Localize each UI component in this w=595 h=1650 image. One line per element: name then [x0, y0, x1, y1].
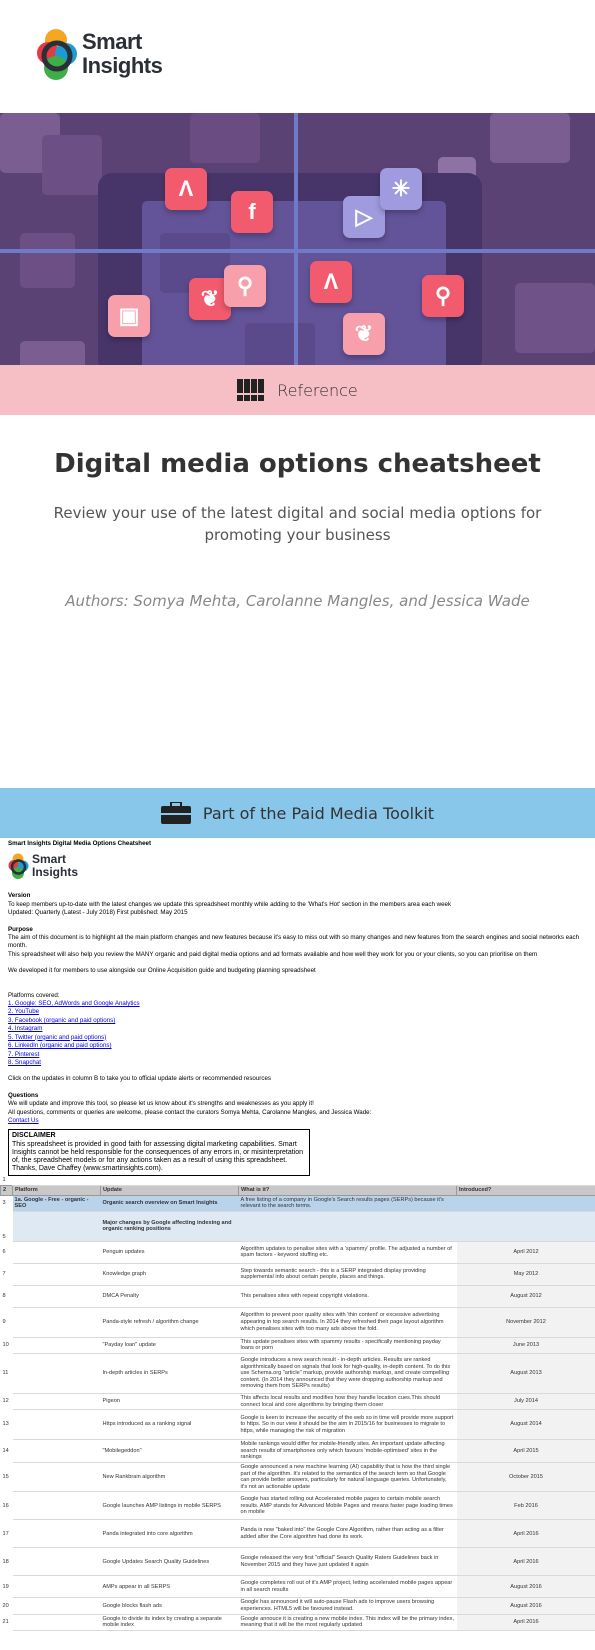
- platform-link-google[interactable]: 1. Google: SEO, AdWords and Google Analytics: [8, 1000, 140, 1008]
- display-ad-icon: ▣: [108, 295, 150, 337]
- row-number: 2: [1, 1185, 13, 1195]
- introduced-cell: August 2014: [457, 1410, 595, 1440]
- introduced-cell: August 2012: [457, 1285, 595, 1307]
- twitter-icon: ❦: [189, 278, 231, 320]
- what-cell: Google released the very first "official" Search Quality Raters Guidelines back in November 2015 and they have just updated it again: [239, 1548, 457, 1576]
- spreadsheet-intro: [8, 840, 588, 1176]
- purpose-label: Purpose: [8, 925, 33, 933]
- briefcase-icon: [161, 802, 191, 824]
- row-number: 8: [1, 1285, 13, 1307]
- questions-text-1: We will update and improve this tool, so please let us know about it's strengths and weaknesses as you apply it!: [8, 1100, 314, 1108]
- purpose-text-1: The aim of this document is to highlight all the main platform changes and new features because it's easy to miss out with so many changes and new features from the search engines and social networks each month.: [8, 934, 580, 950]
- platform-cell: [13, 1440, 101, 1463]
- toolkit-label: Part of the Paid Media Toolkit: [202, 803, 435, 823]
- table-row: [1, 1337, 595, 1353]
- platform-cell: [13, 1410, 101, 1440]
- logo-line1: Smart: [82, 29, 142, 54]
- what-cell: Algorithm updates to penalise sites with a 'spammy' profile. The adjusted a number of spam factors - keyword stuffing etc.: [239, 1241, 457, 1263]
- subsection-row: [1, 1211, 595, 1241]
- update-cell[interactable]: Pigeon: [101, 1393, 239, 1409]
- what-cell: Google introduces a new search result - in-depth articles. Results are ranked algorithmically based on signals that look for high-quality, in-depth content. To do this use Schema.org "article" markup, provide authorship markup, and create compelling content. (In 2014 they announced that they were dropping authorship markup and removing them from SERPs results): [239, 1353, 457, 1393]
- table-row: [1, 1462, 595, 1491]
- introduced-cell: August 2016: [457, 1598, 595, 1614]
- authors: Authors: Somya Mehta, Carolanne Mangles, and Jessica Wade: [65, 592, 530, 610]
- platform-cell: [13, 1307, 101, 1337]
- what-cell: Step towards semantic search - this is a SERP integrated display providing supplemental info about certain people, places and things.: [239, 1263, 457, 1285]
- platform-cell: [13, 1393, 101, 1409]
- row-number: 19: [1, 1576, 13, 1598]
- what-cell: This penalises sites with repeat copyright violations.: [239, 1285, 457, 1307]
- table-row: [1, 1241, 595, 1263]
- introduced-cell: April 2016: [457, 1614, 595, 1630]
- platform-cell: [13, 1520, 101, 1548]
- update-cell[interactable]: Panda-style refresh / algorithm change: [101, 1307, 239, 1337]
- version-text: To keep members up-to-date with the latest changes we update this spreadsheet monthly while adding to the 'What's Hot' section in the members area each week: [8, 900, 452, 908]
- row-number: 21: [1, 1614, 13, 1630]
- platform-cell: [13, 1614, 101, 1630]
- header-row: [1, 1185, 595, 1195]
- adwords-icon: Λ: [165, 168, 207, 210]
- update-cell[interactable]: DMCA Penalty: [101, 1285, 239, 1307]
- page-title: Digital media options cheatsheet: [54, 449, 541, 479]
- toolkit-band[interactable]: [0, 788, 595, 838]
- table-row: [1, 1285, 595, 1307]
- introduced-cell: Feb 2016: [457, 1492, 595, 1520]
- update-cell[interactable]: "Mobilegeddon": [101, 1440, 239, 1463]
- platform-cell: [13, 1353, 101, 1393]
- introduced-cell: May 2012: [457, 1263, 595, 1285]
- megaphone-icon: ▷: [343, 196, 385, 238]
- table-row: [1, 1598, 595, 1614]
- table-row: [1, 1440, 595, 1463]
- purpose-text-3: We developed it for members to use alongside our Online Acquisition guide and budgeting planning spreadsheet: [8, 967, 316, 975]
- hero-illustration: [0, 113, 595, 365]
- table-row: [1, 1614, 595, 1630]
- spreadsheet-grid: [0, 1176, 595, 1631]
- update-cell[interactable]: Knowledge graph: [101, 1263, 239, 1285]
- what-cell: Panda is now "baked into" the Google Core Algorithm, rather than acting as a filter added after the Core algorithm had done its work.: [239, 1520, 457, 1548]
- platform-link-facebook[interactable]: 3. Facebook (organic and paid options): [8, 1016, 116, 1024]
- col-header-introduced[interactable]: Introduced?: [457, 1185, 595, 1195]
- table-row: [1, 1393, 595, 1409]
- what-cell: Google has started rolling out Accelerated mobile pages to certain mobile search results. AMP stands for Advanced Mobile Pages and means faster page loading times on mobile: [239, 1492, 457, 1520]
- introduced-cell: April 2015: [457, 1440, 595, 1463]
- facebook-icon: f: [231, 191, 273, 233]
- col-header-update[interactable]: Update: [101, 1185, 239, 1195]
- introduced-cell: October 2015: [457, 1462, 595, 1491]
- reference-band: [0, 365, 595, 415]
- table-row: [1, 1548, 595, 1576]
- disclaimer-box: [8, 1129, 310, 1176]
- row-number: 20: [1, 1598, 13, 1614]
- table-row: [1, 1576, 595, 1598]
- update-cell[interactable]: New Rankbrain algorithm: [101, 1462, 239, 1491]
- what-cell: Algorithm to prevent poor quality sites with 'thin content' or excessive advertising appearing in top search results. In 2014 they refreshed their page layout algorithm which penalises sites with too many ads above the fold.: [239, 1307, 457, 1337]
- table-row: [1, 1492, 595, 1520]
- row-number: 15: [1, 1462, 13, 1491]
- platform-link-snapchat[interactable]: 8. Snapchat: [8, 1058, 42, 1066]
- sheet-logo-line1: Smart: [32, 852, 67, 867]
- table-row: [1, 1520, 595, 1548]
- row-number: 6: [1, 1241, 13, 1263]
- platform-cell: [13, 1576, 101, 1598]
- twitter-icon-2: ❦: [343, 313, 385, 355]
- logo-mark-icon: [36, 26, 80, 86]
- row-number: 12: [1, 1393, 13, 1409]
- disclaimer-text: This spreadsheet is provided in good faith for assessing digital marketing capabilities. Smart Insights cannot be held responsible for the consequences of any errors in, or misinterpretation of, the spreadsheet models or for any actions taken as a result of using this spreadsheet. Thanks, Dave Chaffey (www.smartinsights.com).: [12, 1140, 304, 1173]
- questions-label: Questions: [8, 1091, 39, 1099]
- section-row: [1, 1195, 595, 1211]
- platform-cell: [13, 1462, 101, 1491]
- row-number: 13: [1, 1410, 13, 1440]
- introduced-cell: April 2016: [457, 1520, 595, 1548]
- row-number: 9: [1, 1307, 13, 1337]
- platform-cell: [13, 1241, 101, 1263]
- introduced-cell: June 2013: [457, 1337, 595, 1353]
- row-number: 11: [1, 1353, 13, 1393]
- row-number: 10: [1, 1337, 13, 1353]
- platforms-label: Platforms covered:: [8, 991, 60, 999]
- adwords-icon-2: Λ: [310, 261, 352, 303]
- what-cell: Google has announced it will auto-pause Flash ads to improve users browsing experiences. HTML5 will be favoured instead.: [239, 1598, 457, 1614]
- platform-link-pinterest[interactable]: 7. Pinterest: [8, 1050, 40, 1058]
- platform-cell: [13, 1598, 101, 1614]
- what-cell: This update penalises sites with spammy results - specifically mentioning payday loans or porn: [239, 1337, 457, 1353]
- row-1: [1, 1176, 595, 1185]
- click-instructions: Click on the updates in column B to take you to official update alerts or recommended resources: [8, 1075, 271, 1083]
- introduced-cell: August 2016: [457, 1576, 595, 1598]
- reference-label: Reference: [277, 380, 358, 400]
- platform-cell: [13, 1548, 101, 1576]
- platform-cell: [13, 1285, 101, 1307]
- update-cell[interactable]: Google launches AMP listings in mobile SERPS: [101, 1492, 239, 1520]
- version-label: Version: [8, 892, 31, 900]
- section-what: A free listing of a company in Google's Search results pages (SERPs) because it's relevant to the search terms.: [239, 1195, 457, 1211]
- update-cell[interactable]: Google Updates Search Quality Guidelines: [101, 1548, 239, 1576]
- contact-us-link[interactable]: Contact Us: [8, 1116, 39, 1124]
- what-cell: This affects local results and modifies how they handle location cues.This should connect local and core algorithms by bringing them closer: [239, 1393, 457, 1409]
- search-icon-2: ⚲: [422, 275, 464, 317]
- row-number: 3: [1, 1195, 13, 1211]
- version-updated: Updated: Quarterly (Latest - July 2018) First published: May 2015: [8, 909, 188, 917]
- sheet-logo-mark-icon: [8, 852, 30, 882]
- what-cell: Mobile rankings would differ for mobile-friendly sites. An important update affecting search results of smartphones only which favours 'mobile-optimised' sites in the rankings: [239, 1440, 457, 1463]
- books-icon: [237, 379, 265, 401]
- purpose-text-2: This spreadsheet will also help you review the MANY organic and paid digital media options and ad formats available and how well they work for you or your clients, so you can prioritise on them: [8, 950, 538, 958]
- update-cell[interactable]: "Payday loan" update: [101, 1337, 239, 1353]
- col-header-what[interactable]: What is it?: [239, 1185, 457, 1195]
- row-number: 18: [1, 1548, 13, 1576]
- update-cell[interactable]: Google to divide its index by creating a separate mobile index: [101, 1614, 239, 1630]
- introduced-cell: November 2012: [457, 1307, 595, 1337]
- row-number: 17: [1, 1520, 13, 1548]
- row-number: 5: [1, 1211, 13, 1241]
- introduced-cell: July 2014: [457, 1393, 595, 1409]
- search-icon: ⚲: [224, 265, 266, 307]
- update-cell[interactable]: AMPs appear in all SERPS: [101, 1576, 239, 1598]
- questions-text-2: All questions, comments or queries are welcome, please contact the curators Somya Mehta, Carolanne Mangles, and Jessica Wade:: [8, 1108, 372, 1116]
- platform-link-instagram[interactable]: 4. Instagram: [8, 1025, 43, 1033]
- introduced-cell: April 2012: [457, 1241, 595, 1263]
- update-cell[interactable]: Penguin updates: [101, 1241, 239, 1263]
- table-row: [1, 1307, 595, 1337]
- col-header-platform[interactable]: Platform: [13, 1185, 101, 1195]
- smart-insights-logo: [36, 26, 176, 86]
- row-number: 1: [1, 1176, 13, 1185]
- platform-link-youtube[interactable]: 2. YouTube: [8, 1008, 40, 1016]
- platform-cell: [13, 1492, 101, 1520]
- what-cell: Google completes roll out of it's AMP project, letting accelerated mobile pages appear in all search results: [239, 1576, 457, 1598]
- subsection-label: Major changes by Google affecting indexing and organic ranking positions: [101, 1211, 239, 1241]
- what-cell: Google annouce it is creating a new mobile index. This index will be the primary index, meaning that it will be the most regularly updated: [239, 1614, 457, 1630]
- row-number: 14: [1, 1440, 13, 1463]
- section-update-link[interactable]: Organic search overview on Smart Insights: [101, 1195, 239, 1211]
- platform-link-linkedin[interactable]: 6. LinkedIn (organic and paid options): [8, 1042, 112, 1050]
- sheet-logo-line2: Insights: [32, 865, 79, 880]
- update-cell[interactable]: Panda integrated into core algorithm: [101, 1520, 239, 1548]
- disclaimer-label: DISCLAIMER: [12, 1132, 56, 1140]
- introduced-cell: April 2016: [457, 1548, 595, 1576]
- logo-line2: Insights: [82, 53, 163, 78]
- row-number: 7: [1, 1263, 13, 1285]
- update-cell[interactable]: In-depth articles in SERPs: [101, 1353, 239, 1393]
- platform-link-twitter[interactable]: 5. Twitter (organic and paid options): [8, 1033, 107, 1041]
- update-cell[interactable]: Google blocks flash ads: [101, 1598, 239, 1614]
- sheet-logo: [8, 850, 588, 886]
- platform-cell: [13, 1263, 101, 1285]
- row-number: 16: [1, 1492, 13, 1520]
- what-cell: Google is keen to increase the security of the web so in time will provide more support to https. So in our view it should be the aim in 2015/16 for businesses to migrate to https, while managing the risk of migration: [239, 1410, 457, 1440]
- table-row: [1, 1353, 595, 1393]
- table-row: [1, 1410, 595, 1440]
- update-cell[interactable]: Https introduced as a ranking signal: [101, 1410, 239, 1440]
- what-cell: Google announced a new machine learning (AI) capability that is how the third single part of the algorithm. It's related to the semantics of the search term so that Google can provide better answers, particularly for natural language queries. Unfortunately, it's not an actionable update: [239, 1462, 457, 1491]
- network-icon: ✳: [380, 168, 422, 210]
- introduced-cell: August 2013: [457, 1353, 595, 1393]
- platform-cell: [13, 1337, 101, 1353]
- sheet-heading: Smart Insights Digital Media Options Cheatsheet: [8, 840, 152, 847]
- section-platform: 1a. Google - Free - organic - SEO: [13, 1195, 101, 1211]
- table-row: [1, 1263, 595, 1285]
- page-subtitle: Review your use of the latest digital and social media options for promoting your business: [53, 504, 542, 544]
